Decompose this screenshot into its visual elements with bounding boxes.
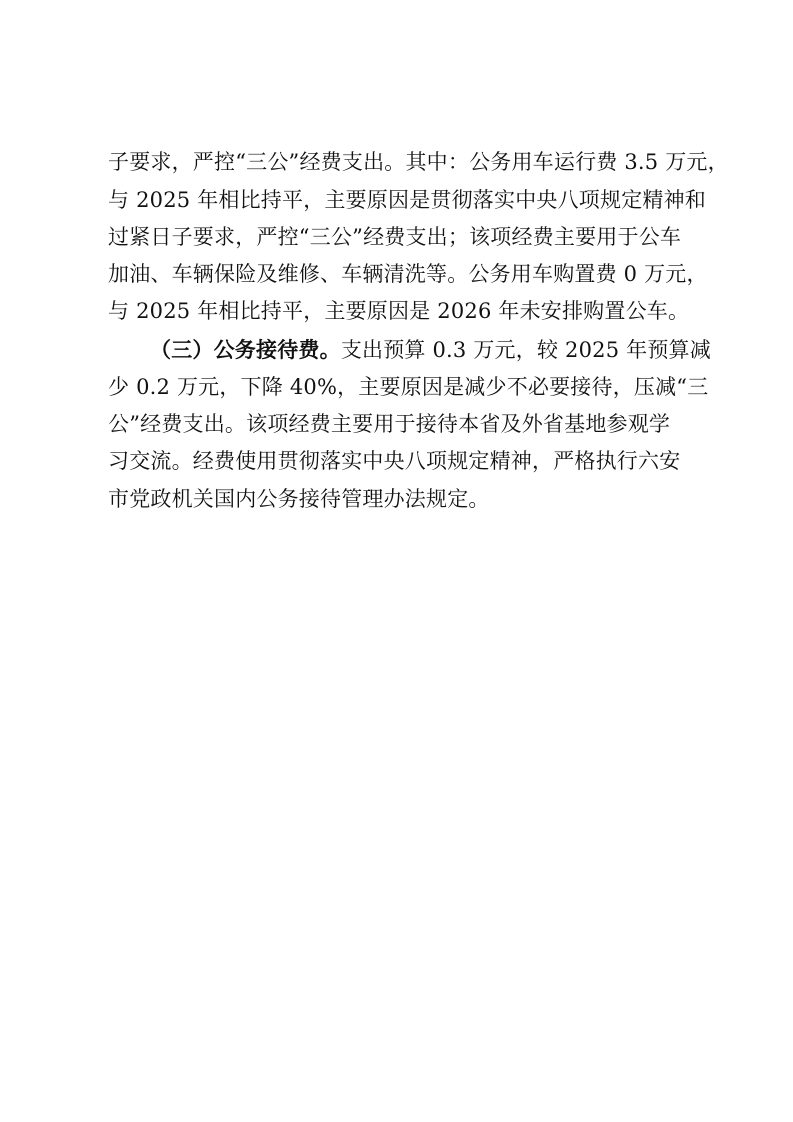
paragraph-line: 与 2025 年相比持平，主要原因是 2026 年未安排购置公车。 (108, 299, 690, 323)
paragraph-line: 公”经费支出。该项经费主要用于接待本省及外省基地参观学 (108, 412, 671, 436)
paragraph-line: 加油、车辆保险及维修、车辆清洗等。公务用车购置费 0 万元， (108, 262, 708, 286)
paragraph-line: 过紧日子要求，严控“三公”经费支出；该项经费主要用于公车 (108, 225, 682, 249)
paragraph-line: 市党政机关国内公务接待管理办法规定。 (108, 487, 490, 511)
paragraph-line: 少 0.2 万元，下降 40%，主要原因是减少不必要接待，压减“三 (108, 375, 709, 399)
paragraph-line: 子要求，严控“三公”经费支出。其中：公务用车运行费 3.5 万元， (108, 150, 729, 174)
paragraph-line: 与 2025 年相比持平，主要原因是贯彻落实中央八项规定精神和 (108, 188, 706, 212)
section-heading: （三）公务接待费。 (150, 337, 341, 362)
paragraph-line: 习交流。经费使用贯彻落实中央八项规定精神，严格执行六安 (108, 449, 681, 473)
section-text: 支出预算 0.3 万元，较 2025 年预算减 (340, 338, 711, 362)
section-first-line (150, 333, 711, 367)
